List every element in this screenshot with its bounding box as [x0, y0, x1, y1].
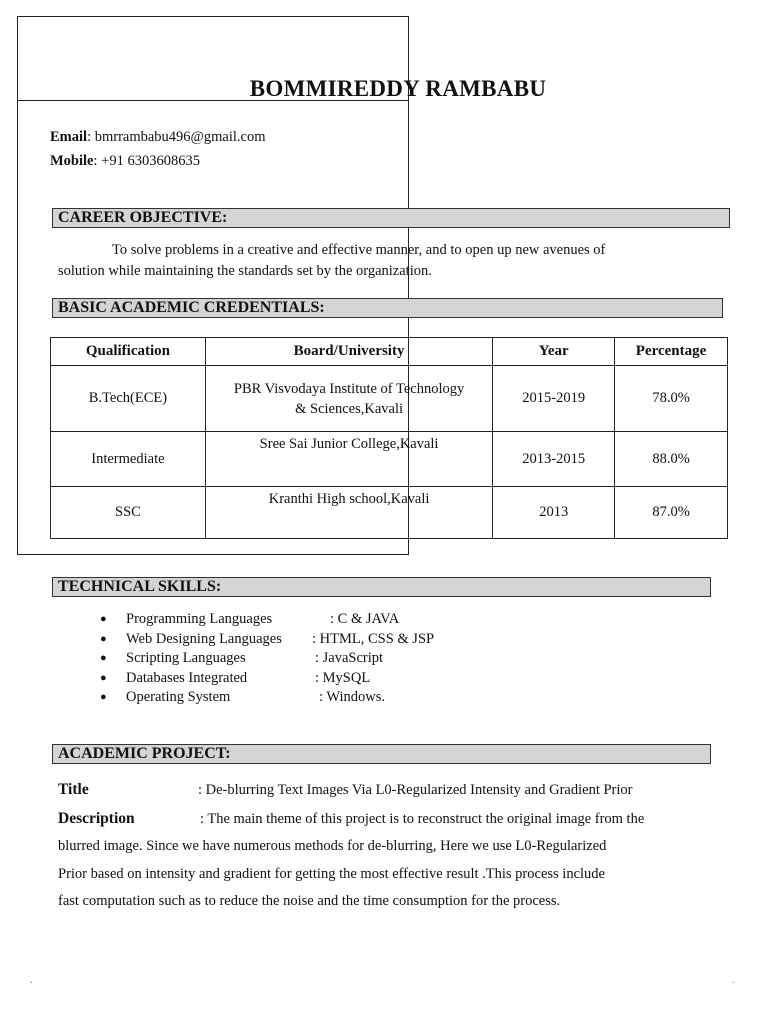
bullet-icon: ● [100, 691, 107, 703]
column-header-year: Year [493, 338, 615, 366]
technical-skills-heading: TECHNICAL SKILLS: [52, 577, 711, 597]
column-header-percentage: Percentage [615, 338, 728, 366]
project-description-continued: fast computation such as to reduce the noise and the time consumption for the process. [58, 893, 561, 909]
year-cell: 2013 [493, 487, 615, 539]
project-description-line [58, 810, 645, 828]
column-header-qualification: Qualification [51, 338, 206, 366]
career-objective-heading: CAREER OBJECTIVE: [52, 208, 730, 228]
table-row [51, 487, 728, 539]
bullet-icon: ● [100, 632, 107, 645]
column-header-board: Board/University [205, 338, 493, 366]
mobile-line [50, 153, 200, 170]
qualification-cell: SSC [51, 487, 206, 539]
qualification-cell: Intermediate [51, 432, 206, 487]
percentage-cell: 78.0% [615, 366, 728, 432]
mobile-label: Mobile [50, 153, 94, 169]
board-cell: Kranthi High school,Kavali [205, 487, 493, 539]
skill-value: : C & JAVA [330, 611, 400, 627]
qualification-cell: B.Tech(ECE) [51, 366, 206, 432]
skill-label: Databases Integrated [126, 669, 248, 686]
percentage-cell: 87.0% [615, 487, 728, 539]
project-description-continued: Prior based on intensity and gradient for getting the most effective result .This process include [58, 866, 605, 882]
page-corner-mark: . [30, 975, 33, 986]
table-row [51, 366, 728, 432]
project-description-label: Description [58, 810, 135, 827]
project-description-continued: blurred image. Since we have numerous methods for de-blurring, Here we use L0-Regularized [58, 838, 607, 854]
objective-line-2: solution while maintaining the standards set by the organization. [58, 263, 432, 279]
project-title-line [58, 781, 633, 799]
skill-value: : HTML, CSS & JSP [312, 630, 435, 647]
academic-project-heading: ACADEMIC PROJECT: [52, 744, 711, 764]
table-header-row [51, 338, 728, 366]
skill-value: : MySQL [315, 669, 371, 686]
project-title-label: Title [58, 781, 89, 798]
board-cell: Sree Sai Junior College,Kavali [205, 432, 493, 487]
skill-label: Scripting Languages [126, 650, 246, 666]
mobile-value: : +91 6303608635 [93, 153, 200, 169]
skill-label: Programming Languages [126, 611, 273, 627]
table-row [51, 432, 728, 487]
board-cell [205, 366, 493, 432]
email-value: : bmrrambabu496@gmail.com [87, 129, 266, 145]
skill-label: Operating System [126, 689, 231, 705]
skill-label: Web Designing Languages [126, 630, 282, 647]
academic-credentials-table [50, 337, 728, 539]
page-corner-mark: . [732, 975, 735, 986]
board-line: PBR Visvodaya Institute of Technology [233, 380, 465, 397]
project-description-value: : The main theme of this project is to reconstruct the original image from the [200, 811, 645, 827]
year-cell: 2013-2015 [493, 432, 615, 487]
candidate-name: BOMMIREDDY RAMBABU [249, 76, 547, 101]
project-title-value: : De-blurring Text Images Via L0-Regularized Intensity and Gradient Prior [198, 782, 633, 798]
objective-line-1: To solve problems in a creative and effective manner, and to open up new avenues of [112, 242, 606, 258]
skill-value: : Windows. [319, 689, 386, 705]
email-label: Email [50, 129, 88, 145]
bullet-icon: ● [100, 652, 107, 664]
bullet-icon: ● [100, 613, 107, 625]
email-line [50, 129, 266, 146]
bullet-icon: ● [100, 671, 107, 684]
academic-credentials-heading: BASIC ACADEMIC CREDENTIALS: [52, 298, 723, 318]
year-cell: 2015-2019 [493, 366, 615, 432]
career-objective-text [58, 240, 698, 282]
skill-value: : JavaScript [315, 650, 384, 666]
board-line: & Sciences,Kavali [295, 400, 404, 417]
percentage-cell: 88.0% [615, 432, 728, 487]
